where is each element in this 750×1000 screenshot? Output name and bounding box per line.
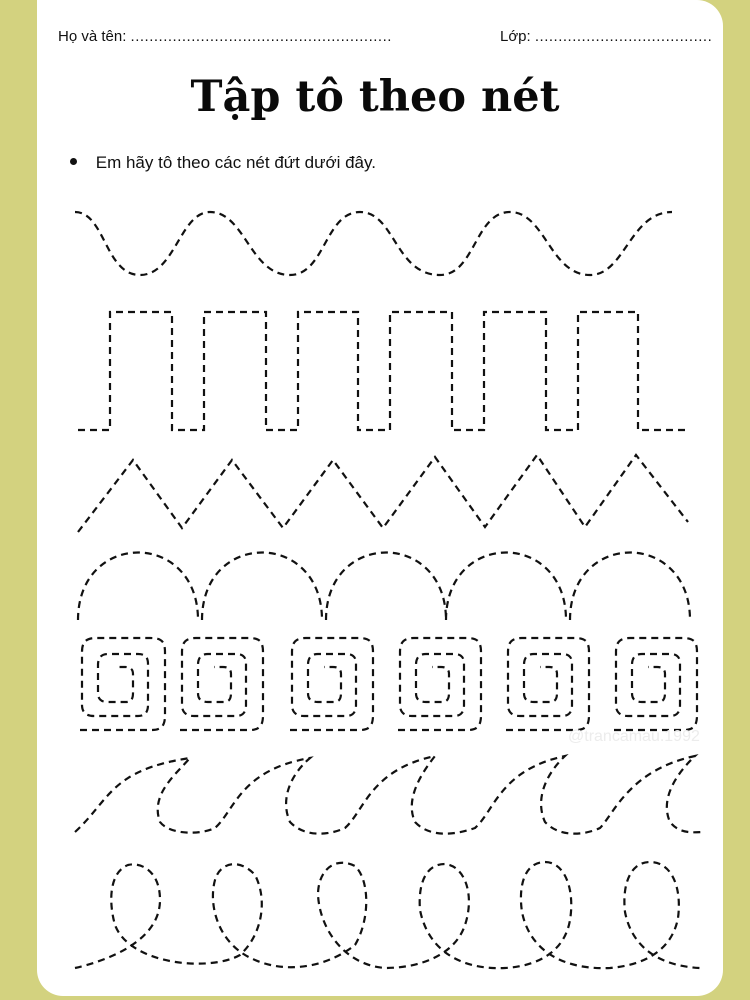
instruction-text: Em hãy tô theo các nét đứt dưới đây. [95, 153, 376, 172]
trace-loops [75, 862, 700, 968]
trace-square-wave [78, 312, 688, 430]
class-label: Lớp: [500, 28, 531, 45]
trace-zigzag [78, 455, 688, 532]
trace-ocean-waves [75, 756, 705, 834]
trace-wave [75, 212, 672, 275]
page-title: Tập tô theo nét [190, 72, 560, 122]
name-blank: ........................................................ [130, 28, 392, 45]
trace-spirals [80, 638, 697, 730]
class-blank: ...................................... [534, 28, 713, 45]
name-label: Họ và tên: [58, 28, 127, 45]
trace-arches [78, 553, 690, 621]
watermark-text: @trancamau.1992 [568, 728, 700, 745]
